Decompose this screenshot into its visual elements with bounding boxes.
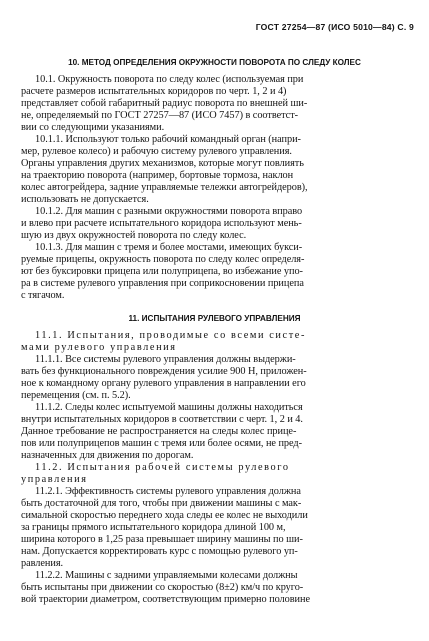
text-line: и влево при расчете испытательного коридора используют мень- [21, 218, 302, 229]
text-line: быть испытаны при движении со скоростью (8±2) км/ч по круго- [21, 582, 304, 593]
text-line: вой траектории диаметром, соответствующим примерно половине [21, 594, 310, 605]
text-line: колес автогрейдера, задние управляемые тележки автогрейдеров), [21, 182, 308, 193]
running-header: ГОСТ 27254—87 (ИСО 5010—84) С. 9 [255, 22, 414, 32]
text-line: 10.1.2. Для машин с разными окружностями поворота вправо [35, 206, 303, 217]
text-line: Данное требование не распространяется на следы колес прице- [21, 426, 297, 437]
text-line: пов или полуприцепов машин с тремя или более осями, не пред- [21, 438, 302, 449]
subsection-heading: мами рулевого управления [21, 342, 177, 353]
text-line: за границы прямого испытательного коридора длиной 100 м, [21, 522, 286, 533]
subsection-heading: управления [21, 474, 88, 485]
text-line: 11.1.2. Следы колес испытуемой машины должны находиться [35, 402, 303, 413]
text-line: вии со следующими указаниями. [21, 122, 165, 133]
text-line: симальной скоростью переднего хода следы ее колес не выходили [21, 510, 308, 521]
text-line: внутри испытательных коридоров в соответствии с черт. 1, 2 и 4. [21, 414, 303, 425]
text-line: шую из двух окружностей поворота по следу колес. [21, 230, 247, 241]
section-11-title: 11. ИСПЫТАНИЯ РУЛЕВОГО УПРАВЛЕНИЯ [128, 314, 301, 323]
text-line: вать без функционального повреждения усилие 900 Н, приложен- [21, 366, 307, 377]
text-line: ют без буксировки прицепа или полуприцепа, во избежание упо- [21, 266, 303, 277]
text-line: назначенных для движения по дорогам. [21, 450, 194, 461]
text-line: ра в системе рулевого управления при соприкосновении прицепа [21, 278, 304, 289]
text-line: 11.2.1. Эффективность системы рулевого управления должна [35, 486, 301, 497]
text-line: нам. Допускается корректировать курс с помощью рулевого уп- [21, 546, 298, 557]
text-line: мер, рулевое колесо) и рабочую систему рулевого управления. [21, 146, 292, 157]
text-line: ширина которого в 1,25 раза превышает ширину машины по ши- [21, 534, 303, 545]
text-line: на траекторию поворота (например, бортовые тормоза, наклон [21, 170, 294, 181]
section-10-title: 10. МЕТОД ОПРЕДЕЛЕНИЯ ОКРУЖНОСТИ ПОВОРОТА ПО СЛЕДУ КОЛЕС [68, 58, 361, 67]
text-line: быть достаточной для того, чтобы при движении машины с мак- [21, 498, 302, 509]
text-line: 10.1.1. Используют только рабочий командный орган (напри- [35, 134, 301, 145]
text-line: равления. [21, 558, 64, 569]
text-line: 11.2.2. Машины с задними управляемыми колесами должны [35, 570, 298, 581]
text-line: представляет собой габаритный радиус поворота по внешней ши- [21, 98, 308, 109]
text-line: 11.1.1. Все системы рулевого управления должны выдержи- [35, 354, 296, 365]
text-line: 10.1. Окружность поворота по следу колес (используемая при [35, 74, 304, 85]
text-line: использовать не допускается. [21, 194, 149, 205]
text-line: ное к командному органу рулевого управления в направлении его [21, 378, 306, 389]
text-line: не, определяемый по ГОСТ 27257—87 (ИСО 7457) в соответст- [21, 110, 299, 121]
text-line: руемые прицепы, окружность поворота по следу колес определя- [21, 254, 305, 265]
text-line: Органы управления других механизмов, которые могут повлиять [21, 158, 304, 169]
subsection-heading: 11.1. Испытания, проводимые со всеми систе- [35, 330, 307, 341]
text-line: перемещения (см. п. 5.2). [21, 390, 131, 401]
subsection-heading: 11.2. Испытания рабочей системы рулевого [35, 462, 290, 473]
text-line: с тягачом. [21, 290, 65, 301]
text-line: расчете размеров испытательных коридоров по черт. 1, 2 и 4) [21, 86, 287, 97]
text-line: 10.1.3. Для машин с тремя и более мостами, имеющих букси- [35, 242, 303, 253]
